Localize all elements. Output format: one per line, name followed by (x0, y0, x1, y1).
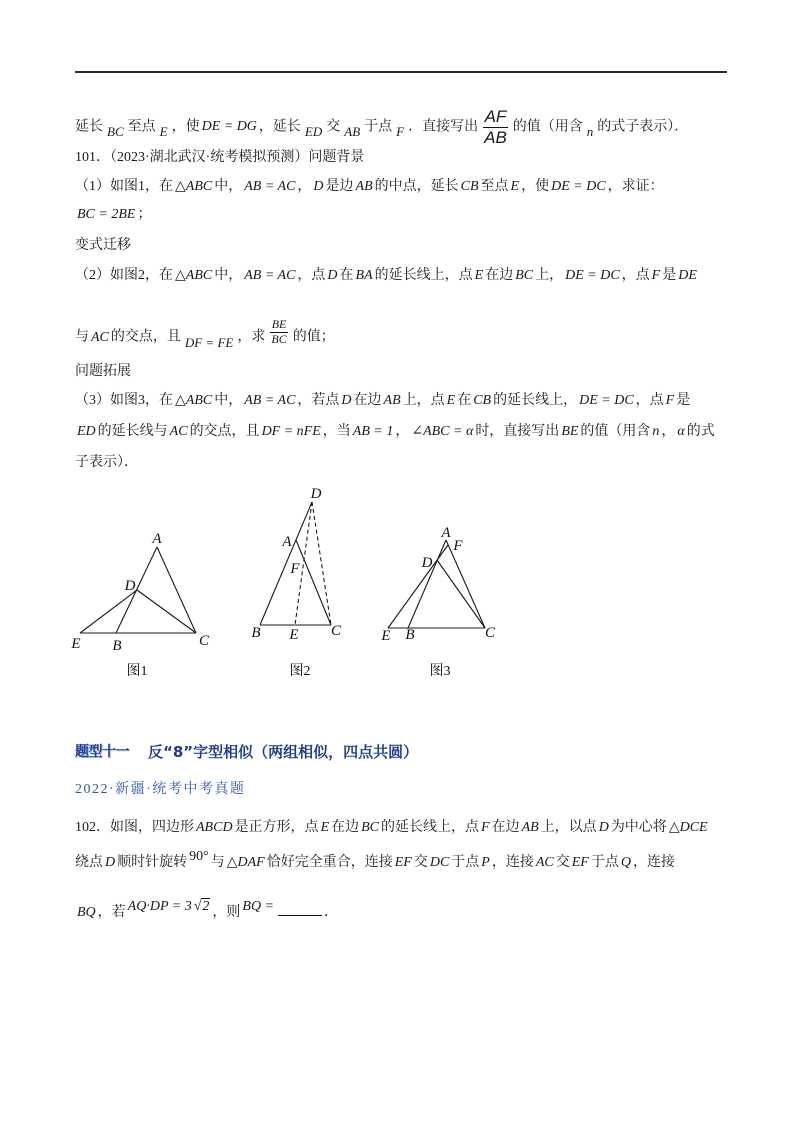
math-expression: F (651, 268, 661, 283)
text-run: （1）如图1，在 (75, 179, 173, 194)
segment-BD (260, 502, 312, 625)
text-run: 是 (662, 268, 677, 283)
fraction-denominator: AB (484, 127, 507, 147)
segment-DC (137, 590, 196, 633)
point-label-C: C (198, 633, 210, 649)
math-expression: BC = 2BE (77, 207, 136, 222)
math-expression: AB (344, 124, 361, 140)
math-expression: n (652, 424, 660, 439)
radicand: 2 (202, 899, 210, 914)
segment-EF (388, 545, 448, 628)
math-expression: F (665, 393, 675, 408)
math-expression: △ABC (175, 179, 213, 194)
figures (0, 480, 800, 690)
point-label-D: D (421, 555, 433, 571)
math-expression: E (474, 268, 484, 283)
math-expression: △DAF (226, 855, 265, 870)
text-run: 的交点，且 (189, 424, 260, 439)
text-run: 与 (75, 329, 89, 345)
problem-102-line (75, 899, 338, 922)
segment-DC (312, 502, 331, 625)
math-expression: D (598, 820, 609, 835)
text-run: 上，点 (402, 393, 445, 408)
text-run: 绕点 (75, 855, 103, 870)
problem-101-subheading (75, 362, 131, 382)
text-run: 的延长线上，点 (381, 820, 480, 835)
text-run: 恰好完全重合，连接 (266, 855, 393, 870)
math-expression: E (159, 124, 168, 140)
point-label-E: E (71, 636, 81, 652)
text-run: 上， (535, 268, 564, 283)
text-run: ，使 (171, 119, 200, 135)
text-run: 时，直接写出 (475, 424, 560, 439)
text-run: ，点 (297, 268, 326, 283)
math-expression: AB (521, 820, 539, 835)
text-run: ； (137, 207, 152, 222)
problem-101-part2 (75, 266, 699, 286)
text-run: 上，以点 (540, 820, 597, 835)
text-run: 是边 (325, 179, 354, 194)
fraction (482, 107, 509, 147)
math-expression: AC (535, 855, 554, 870)
text-run: ，点 (621, 268, 650, 283)
text-run: 子表示）． (75, 455, 138, 470)
math-expression: BC (361, 820, 380, 835)
math-expression: ED (304, 124, 323, 140)
text-run: ，若点 (297, 393, 340, 408)
text-run: 为中心将 (610, 820, 667, 835)
text-run: 在边 (485, 268, 514, 283)
text-run: 的交点，且 (110, 329, 181, 345)
segment-AC (157, 547, 196, 633)
figure-2 (251, 486, 342, 679)
text-run: 的值（用含 (580, 424, 651, 439)
text-run: 的值； (292, 329, 335, 345)
problem-101-subheading (75, 236, 131, 256)
math-expression: AB = AC (244, 268, 296, 283)
text-run: ，使 (521, 179, 550, 194)
fraction (269, 318, 288, 347)
text-run: ，延长 (258, 119, 301, 135)
text-run: 在 (339, 268, 354, 283)
text-run: 的中点，延长 (374, 179, 459, 194)
square-root (194, 899, 211, 914)
math-expression: E (446, 393, 456, 408)
math-expression: EF (571, 855, 589, 870)
text-run: 的式子表示）． (597, 119, 689, 135)
math-expression: AB = AC (244, 179, 296, 194)
text-run: 顺时针旋转 (117, 855, 188, 870)
math-expression: EF (394, 855, 412, 870)
text-run: 的值（用含 (512, 119, 583, 135)
text-run: ， (297, 179, 312, 194)
math-expression: DE = DC (551, 179, 606, 194)
point-label-B: B (112, 638, 122, 654)
text-run: ，连接 (491, 855, 534, 870)
math-expression: AB = 1 (352, 424, 394, 439)
text-run: ，连接 (632, 855, 675, 870)
problem-101-header (75, 148, 364, 168)
text-run: 中， (214, 179, 243, 194)
point-label-F: F (290, 561, 300, 577)
fraction-numerator: AF (484, 107, 507, 126)
math-expression: E (510, 179, 520, 194)
text-run: （2）如图2，在 (75, 268, 173, 283)
text-run: 是正方形，点 (234, 820, 319, 835)
point-label-A: A (441, 525, 451, 541)
text-run: ，点 (635, 393, 664, 408)
figure-caption: 图2 (289, 664, 311, 679)
fraction-denominator: BC (271, 331, 287, 346)
text-run: 至点 (127, 119, 156, 135)
fraction-numerator: BE (271, 317, 287, 331)
point-label-E: E (381, 628, 391, 644)
math-expression: CB (473, 393, 492, 408)
point-label-B: B (405, 627, 415, 643)
math-expression: △DCE (668, 820, 708, 835)
text-run: ，若 (97, 905, 126, 920)
text-run: 于点 (451, 855, 480, 870)
math-expression: D (341, 393, 352, 408)
figure-caption: 图3 (429, 664, 451, 679)
text-run: 中， (214, 393, 243, 408)
text-run: 的式 (686, 424, 715, 439)
problem-101-part3-cont (75, 422, 715, 442)
text-run: 是 (676, 393, 691, 408)
text-run: 变式迁移 (75, 238, 131, 253)
text-run: 交 (413, 855, 428, 870)
math-expression: BE (561, 424, 579, 439)
problem-102-line (75, 818, 710, 838)
point-label-A: A (282, 534, 292, 550)
problem-101-part1 (75, 177, 664, 197)
text-run: 至点 (480, 179, 509, 194)
math-expression: ED (77, 424, 96, 439)
math-expression: BQ (77, 905, 96, 920)
problem-100-line (75, 107, 689, 147)
math-expression: F (481, 820, 490, 835)
radical-sign: √ (193, 899, 202, 914)
math-expression: DE = DC (579, 393, 634, 408)
math-expression: ABCD (196, 820, 233, 835)
math-expression: ∠ABC = α (411, 424, 474, 439)
math-expression: F (396, 124, 405, 140)
math-expression: BC (107, 124, 124, 140)
math-expression: BC (515, 268, 534, 283)
math-expression: n (586, 124, 594, 140)
section-title: 反“8”字型相似（两组相似，四点共圆） (148, 743, 419, 761)
text-run: 在 (457, 393, 472, 408)
math-expression: DE (678, 268, 697, 283)
math-expression: D (313, 179, 324, 194)
math-expression: DE = DC (565, 268, 620, 283)
point-label-D: D (310, 486, 322, 502)
point-label-B: B (251, 625, 261, 641)
header-rule (75, 71, 727, 73)
math-expression: BA (355, 268, 373, 283)
point-label-C: C (484, 625, 496, 641)
text-run: 与 (210, 855, 225, 870)
problem-102-line (75, 849, 675, 873)
text-run: 延长 (75, 119, 103, 135)
math-expression: AB (383, 393, 401, 408)
math-expression: BQ = (242, 899, 274, 914)
problem-101-part2-cont (75, 317, 335, 350)
math-expression: CB (460, 179, 479, 194)
text-run: 中， (214, 268, 243, 283)
problem-101-part1-cont (75, 205, 151, 225)
math-expression: AC (169, 424, 188, 439)
math-expression: DE = DG (201, 119, 257, 135)
section-badge: 题型十一 (75, 744, 129, 760)
math-expression: P (481, 855, 490, 870)
figure-1 (70, 531, 210, 679)
text-run: 在边 (491, 820, 520, 835)
math-expression: △ABC (175, 393, 213, 408)
math-expression: 90° (189, 849, 209, 864)
source-tag: 2022·新疆·统考中考真题 (75, 782, 246, 797)
math-expression: Q (620, 855, 631, 870)
math-expression: DC (429, 855, 450, 870)
math-expression: AB (355, 179, 373, 194)
text-run: ， (395, 424, 410, 439)
text-run: 在边 (353, 393, 382, 408)
figure-caption: 图1 (126, 664, 148, 679)
text-run: ，求 (237, 329, 266, 345)
point-label-F: F (453, 538, 463, 554)
text-run: ． (324, 905, 338, 920)
text-run: ．直接写出 (408, 119, 479, 135)
math-expression: AB = AC (244, 393, 296, 408)
point-label-E: E (289, 627, 299, 643)
math-expression: α (677, 424, 685, 439)
segment-AB (408, 540, 446, 628)
text-run: （3）如图3，在 (75, 393, 173, 408)
figure-3 (380, 525, 496, 679)
math-expression: △ABC (175, 268, 213, 283)
problem-101-part3 (75, 391, 690, 411)
math-expression: AQ·DP = 3 (127, 899, 192, 914)
math-expression: D (327, 268, 338, 283)
text-run: 的延长线上，点 (374, 268, 473, 283)
math-expression: E (320, 820, 330, 835)
text-run: ，则 (212, 905, 241, 920)
text-run: 102．如图，四边形 (75, 820, 194, 835)
text-run: ， (661, 424, 676, 439)
math-expression: DF = nFE (261, 424, 321, 439)
segment-DE (80, 590, 137, 633)
text-run: ，求证： (607, 179, 664, 194)
answer-blank (278, 902, 322, 916)
point-label-C: C (330, 623, 342, 639)
text-run: 交 (555, 855, 570, 870)
math-expression: AC (91, 329, 109, 345)
math-expression: D (105, 855, 116, 870)
text-run: 交 (326, 119, 341, 135)
text-run: 在边 (331, 820, 360, 835)
point-label-A: A (152, 531, 162, 547)
text-run: 的延长线与 (97, 424, 168, 439)
problem-101-part3-cont (75, 453, 138, 473)
text-run: 于点 (590, 855, 619, 870)
text-run: 的延长线上， (493, 393, 578, 408)
text-run: 101．（2023·湖北武汉·统考模拟预测）问题背景 (75, 150, 365, 165)
text-run: 于点 (364, 119, 393, 135)
math-expression: DF = FE (184, 334, 234, 350)
segment-DC (437, 560, 485, 628)
segment-AC (446, 540, 485, 628)
segment-AC (296, 540, 331, 625)
text-run: 问题拓展 (75, 364, 131, 379)
text-run: ，当 (322, 424, 351, 439)
point-label-D: D (124, 578, 136, 594)
